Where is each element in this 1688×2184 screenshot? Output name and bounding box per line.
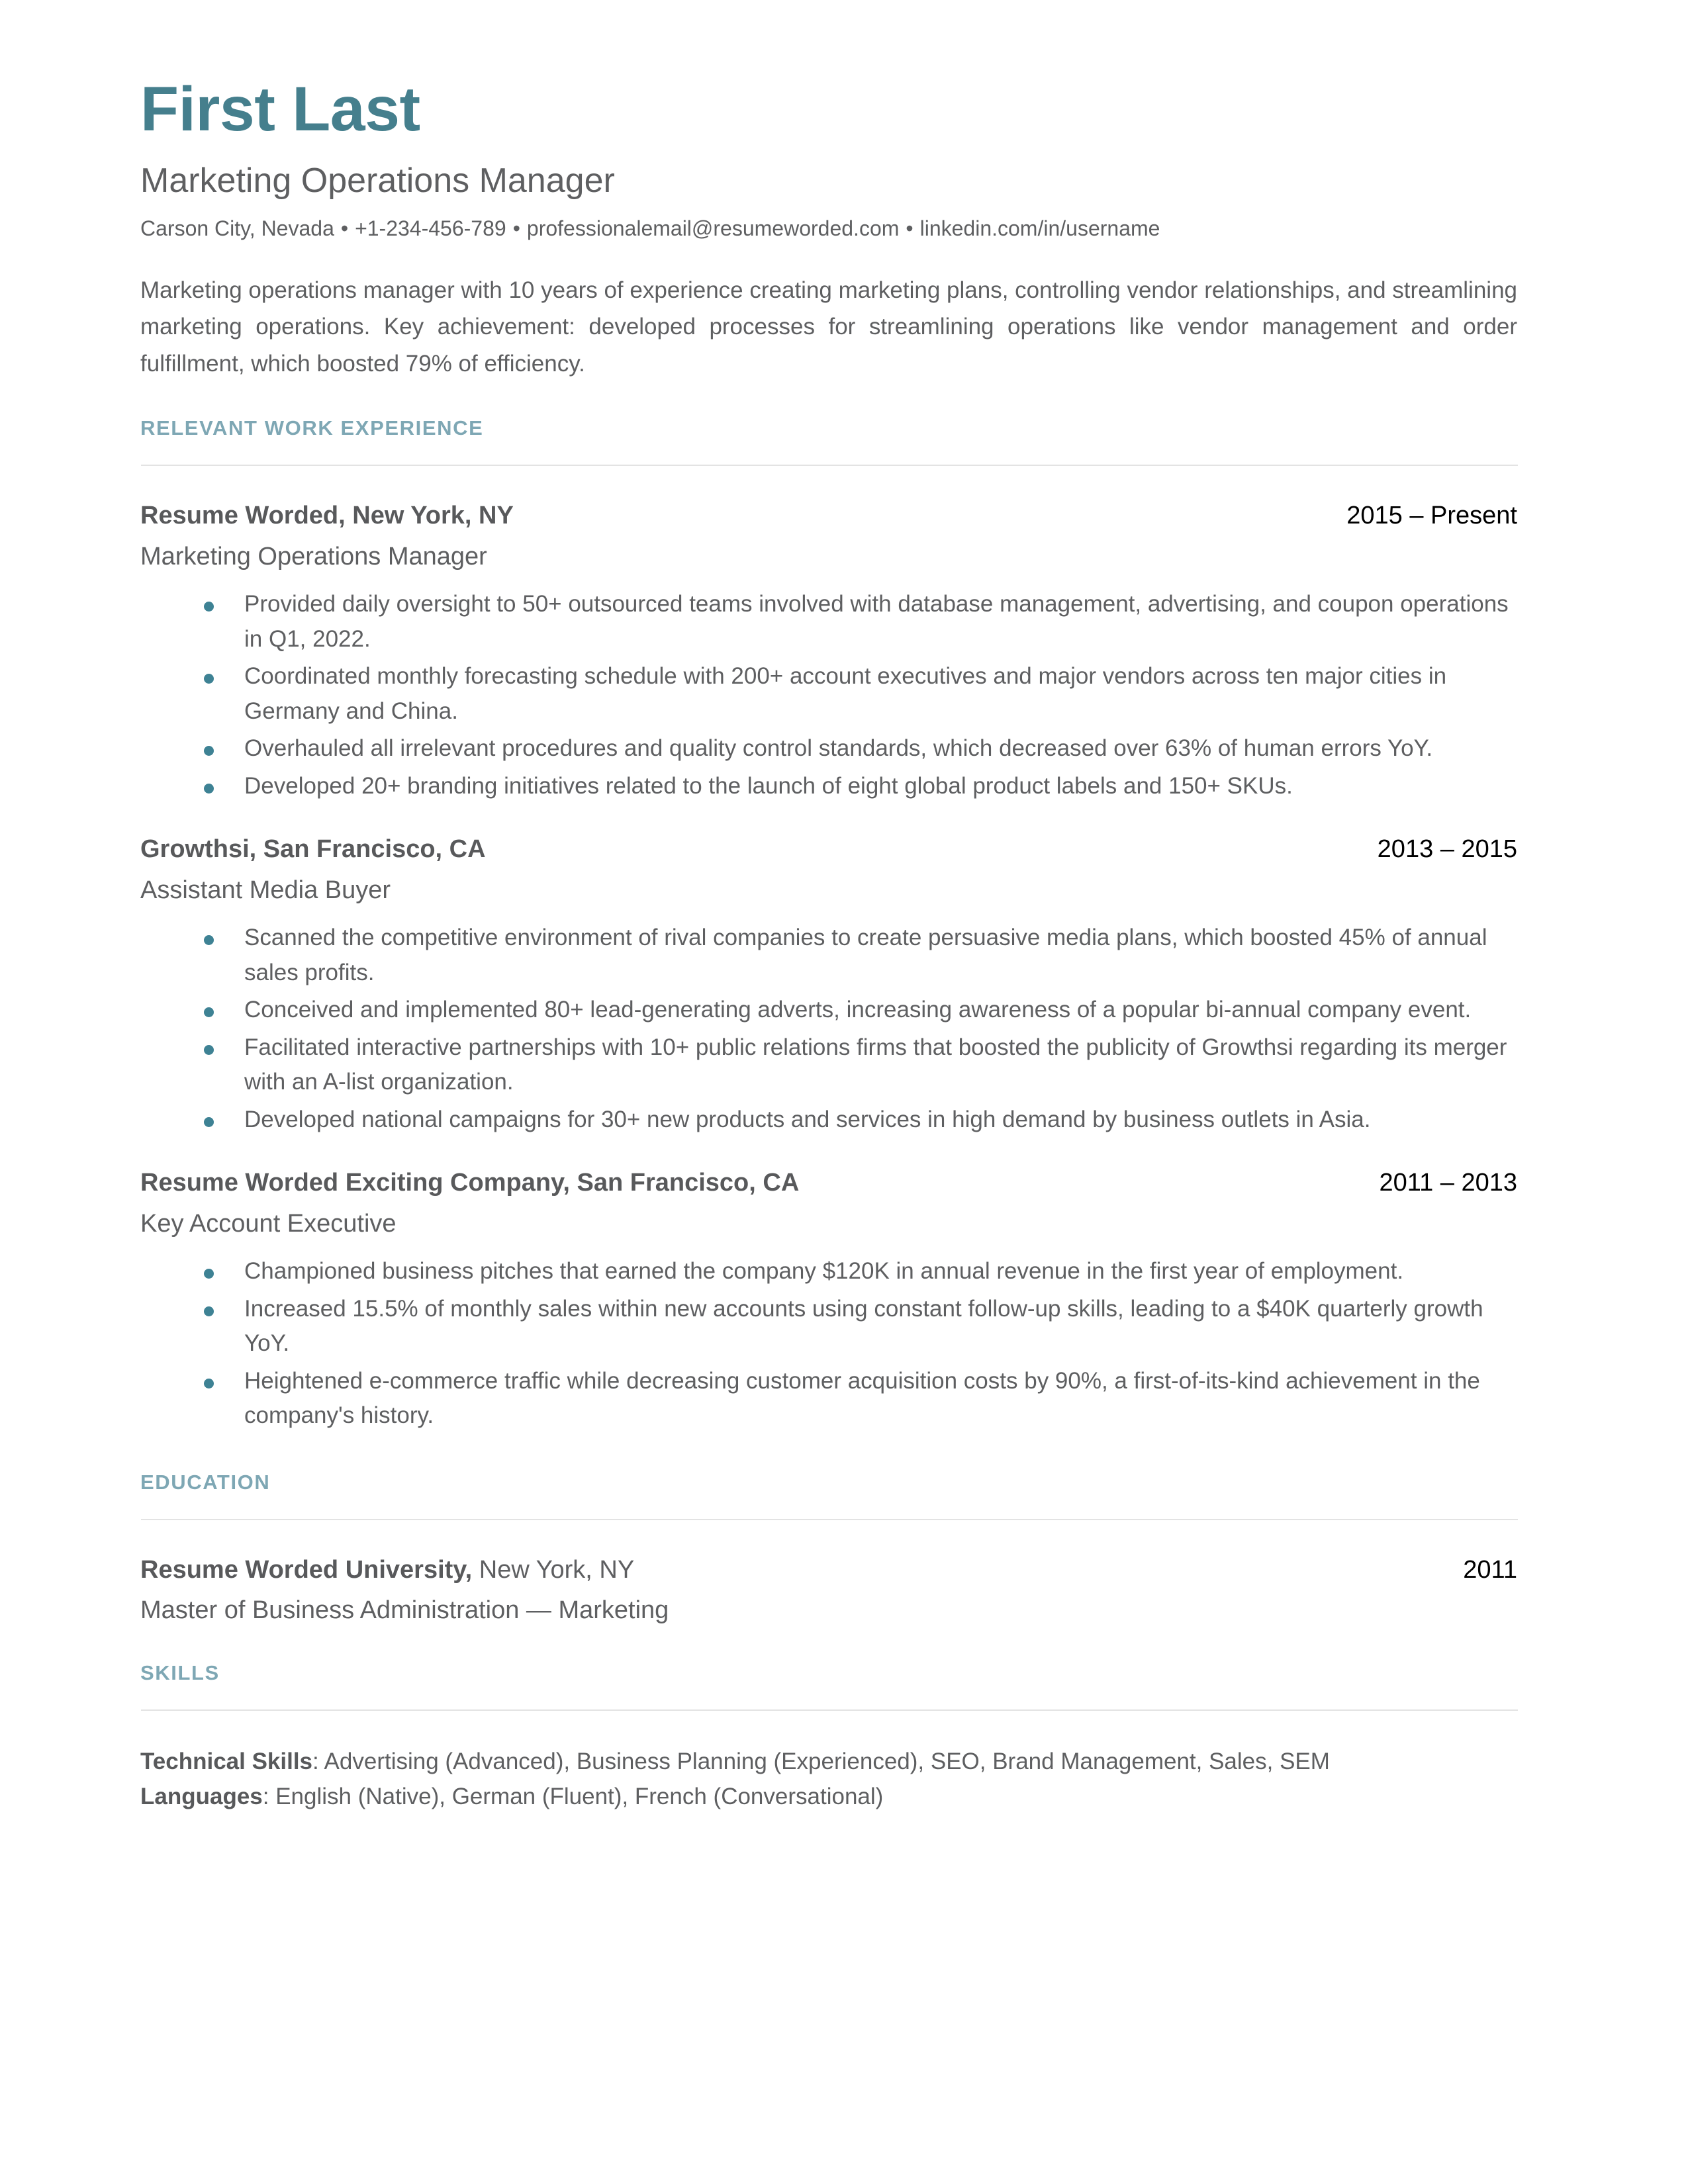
skills-row-languages xyxy=(140,1779,1519,1814)
experience-dates: 2015 – Present xyxy=(1346,502,1517,530)
education-school-name: Resume Worded University, xyxy=(140,1555,473,1584)
bullet-dot-icon xyxy=(204,1269,214,1279)
section-skills xyxy=(140,1627,1519,1814)
candidate-name: First Last xyxy=(140,74,420,144)
list-item xyxy=(140,921,1517,990)
bullet-text: Provided daily oversight to 50+ outsourced teams involved with database management, advertising, and coupon operations in Q1, 2022. xyxy=(244,591,1509,652)
experience-bullet-list xyxy=(140,906,1519,1137)
professional-summary: Marketing operations manager with 10 years of experience creating marketing plans, controlling vendor relationships, and streamlining marketing operations. Key achievement: developed processes for streamlining operations like vendor management and order fulfillment, which boosted 79% of efficiency. xyxy=(140,277,1517,377)
education-entry xyxy=(140,1525,1519,1627)
experience-bullet-list xyxy=(140,1240,1519,1433)
experience-org: Resume Worded Exciting Company, San Francisco, CA xyxy=(140,1169,800,1197)
experience-entry-head xyxy=(140,834,1517,866)
resume-header xyxy=(140,0,1519,382)
contact-separator-1: • xyxy=(340,216,349,240)
section-divider-experience xyxy=(141,465,1518,466)
list-item xyxy=(140,731,1517,766)
experience-entry-head xyxy=(140,500,1517,532)
list-item xyxy=(140,1254,1517,1289)
experience-dates: 2013 – 2015 xyxy=(1377,835,1517,864)
bullet-dot-icon xyxy=(204,746,214,756)
bullet-text: Overhauled all irrelevant procedures and quality control standards, which decreased over 63% of human errors YoY. xyxy=(244,735,1433,762)
resume-content xyxy=(140,0,1519,1814)
list-item xyxy=(140,587,1517,657)
experience-entry xyxy=(140,806,1519,1137)
experience-bullet-list xyxy=(140,572,1519,803)
contact-line xyxy=(140,201,1519,241)
list-item xyxy=(140,993,1517,1028)
experience-org: Growthsi, San Francisco, CA xyxy=(140,835,486,864)
list-item xyxy=(140,1364,1517,1433)
education-degree: Master of Business Administration — Marketing xyxy=(140,1596,669,1625)
bullet-text: Heightened e-commerce traffic while decreasing customer acquisition costs by 90%, a first-of-its-kind achievement in the company's history. xyxy=(244,1367,1480,1429)
contact-email[interactable]: professionalemail@resumeworded.com xyxy=(526,216,900,240)
bullet-text: Facilitated interactive partnerships with 10+ public relations firms that boosted the publicity of Growthsi regarding its merger with an A-list organization. xyxy=(244,1034,1507,1095)
bullet-text: Coordinated monthly forecasting schedule with 200+ account executives and major vendors across ten major cities in Germany and China. xyxy=(244,663,1447,724)
contact-location: Carson City, Nevada xyxy=(140,216,334,240)
skills-label-technical: Technical Skills xyxy=(140,1748,313,1774)
bullet-text: Increased 15.5% of monthly sales within new accounts using constant follow-up skills, leading to a $40K quarterly growth YoY. xyxy=(244,1295,1483,1357)
bullet-dot-icon xyxy=(204,935,214,945)
skills-block xyxy=(140,1716,1519,1814)
contact-separator-2: • xyxy=(512,216,520,240)
list-item xyxy=(140,659,1517,729)
section-title-experience: RELEVANT WORK EXPERIENCE xyxy=(140,416,484,440)
list-item xyxy=(140,1030,1517,1100)
experience-dates: 2011 – 2013 xyxy=(1379,1169,1517,1197)
experience-role: Assistant Media Buyer xyxy=(140,876,391,904)
experience-role: Key Account Executive xyxy=(140,1209,397,1238)
section-divider-education xyxy=(141,1519,1518,1520)
experience-entry xyxy=(140,471,1519,803)
bullet-text: Conceived and implemented 80+ lead-generating adverts, increasing awareness of a popular bi-annual company event. xyxy=(244,997,1472,1023)
experience-entry-head xyxy=(140,1167,1517,1199)
list-item xyxy=(140,769,1517,804)
bullet-dot-icon xyxy=(204,1306,214,1316)
education-school-location: New York, NY xyxy=(472,1555,635,1584)
contact-separator-3: • xyxy=(906,216,914,240)
skills-row-technical xyxy=(140,1744,1519,1779)
bullet-text: Scanned the competitive environment of rival companies to create persuasive media plans, which boosted 45% of annual sales profits. xyxy=(244,925,1487,985)
contact-linkedin[interactable]: linkedin.com/in/username xyxy=(919,216,1160,240)
section-education xyxy=(140,1436,1519,1627)
bullet-text: Developed national campaigns for 30+ new products and services in high demand by business outlets in Asia. xyxy=(244,1106,1371,1132)
bullet-text: Developed 20+ branding initiatives related to the launch of eight global product labels and 150+ SKUs. xyxy=(244,772,1293,799)
skills-value-technical: : Advertising (Advanced), Business Planning (Experienced), SEO, Brand Management, Sales, SEM xyxy=(312,1748,1330,1774)
bullet-dot-icon xyxy=(204,1045,214,1055)
skills-label-languages: Languages xyxy=(140,1783,263,1809)
bullet-dot-icon xyxy=(204,784,214,794)
contact-phone[interactable]: +1-234-456-789 xyxy=(355,216,506,240)
section-divider-skills xyxy=(141,1709,1518,1711)
bullet-text: Championed business pitches that earned the company $120K in annual revenue in the first year of employment. xyxy=(244,1258,1404,1285)
experience-entry xyxy=(140,1140,1519,1433)
education-dates: 2011 xyxy=(1463,1555,1517,1584)
section-experience xyxy=(140,382,1519,1433)
list-item xyxy=(140,1292,1517,1361)
bullet-dot-icon xyxy=(204,1117,214,1127)
skills-value-languages: : English (Native), German (Fluent), French (Conversational) xyxy=(262,1783,884,1809)
experience-role: Marketing Operations Manager xyxy=(140,542,487,570)
section-title-skills: SKILLS xyxy=(140,1661,220,1684)
list-item xyxy=(140,1103,1517,1138)
education-entry-head xyxy=(140,1555,1517,1586)
bullet-dot-icon xyxy=(204,1007,214,1017)
bullet-dot-icon xyxy=(204,602,214,612)
bullet-dot-icon xyxy=(204,1379,214,1388)
experience-org: Resume Worded, New York, NY xyxy=(140,502,514,530)
candidate-job-title: Marketing Operations Manager xyxy=(140,161,615,200)
section-title-education: EDUCATION xyxy=(140,1470,271,1494)
bullet-dot-icon xyxy=(204,674,214,684)
education-school xyxy=(140,1555,634,1586)
